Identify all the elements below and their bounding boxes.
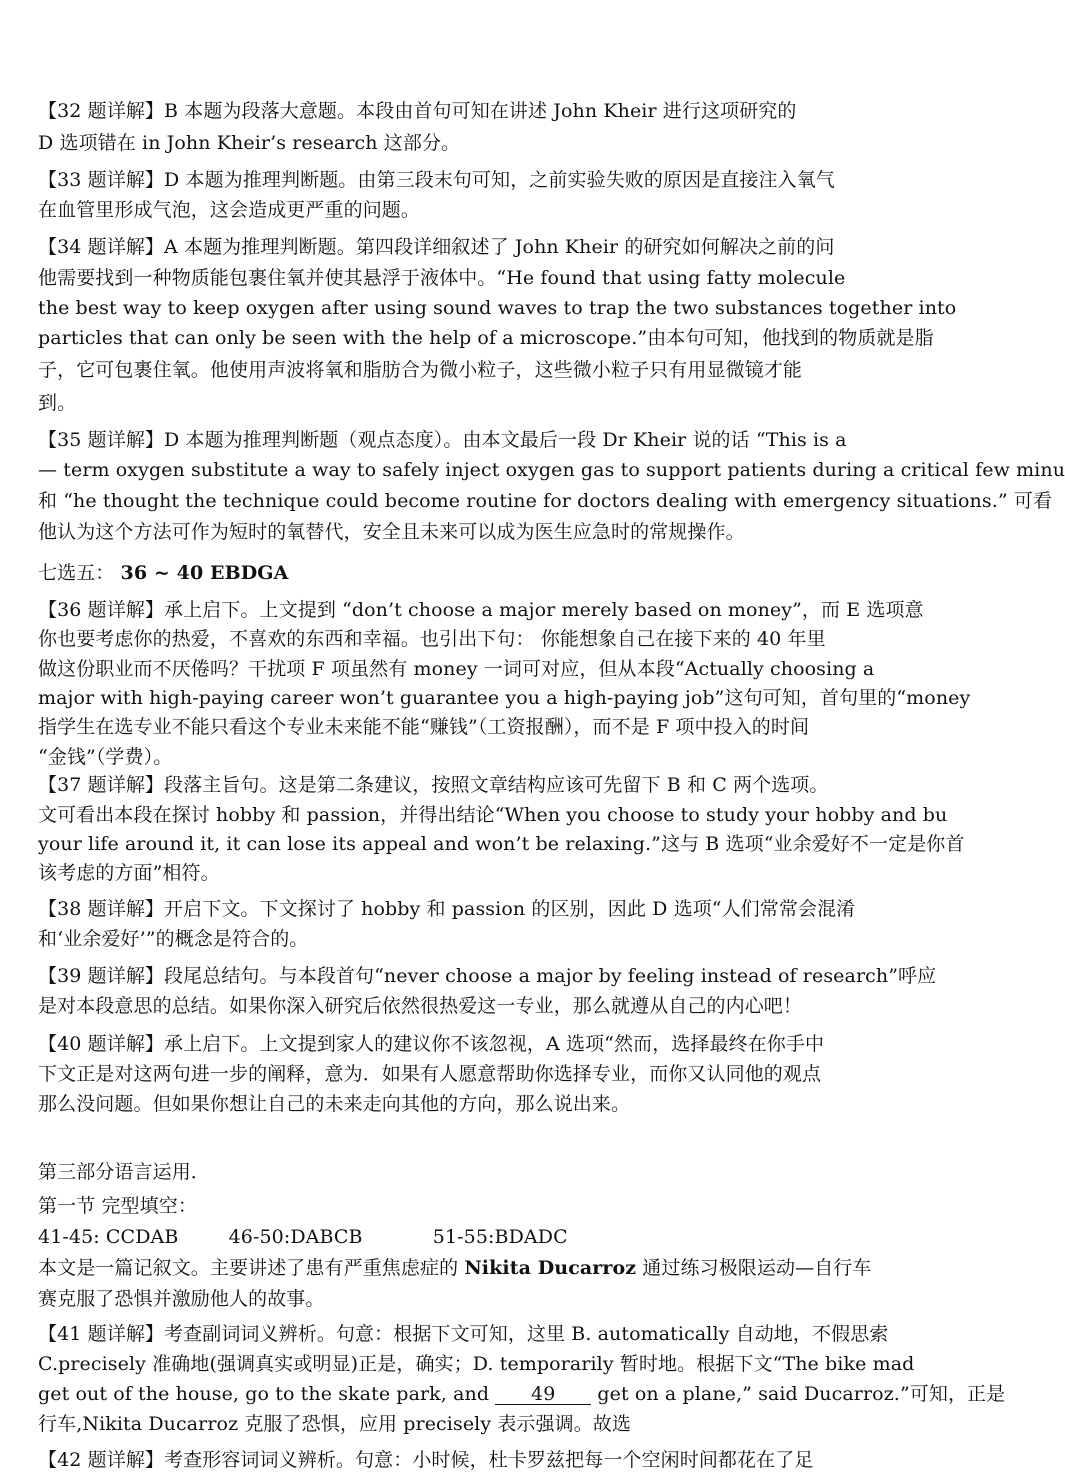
summary-prefix: 本文是一篇记叙文。主要讲述了患有严重焦虑症的 — [38, 1257, 459, 1279]
text-line: 【42 题详解】考查形容词词义辨析。句意：小时候，杜卡罗兹把每一个空闲时间都花在了足 — [38, 1449, 814, 1471]
text-line: 赛克服了恐惧并激励他人的故事。 — [38, 1288, 325, 1310]
answer-group-41-45: 41-45: CCDAB — [38, 1226, 179, 1248]
subsection-heading: 第一节 完型填空： — [38, 1195, 197, 1217]
text-line: 该考虑的方面”相符。 — [38, 862, 220, 884]
text-line: 做这份职业而不厌倦吗？干扰项 F 项虽然有 money 一词可对应，但从本段“Actually choosing a — [38, 658, 875, 680]
text-line: 和 “he thought the technique could become routine for doctors dealing with emergency situations.” 可看 — [38, 490, 1053, 512]
text-line: your life around it, it can lose its appeal and won’t be relaxing.”这与 B 选项“业余爱好不一定是你首 — [38, 833, 965, 855]
text-line: 【34 题详解】A 本题为推理判断题。第四段详细叙述了 John Kheir 的研究如何解决之前的问 — [38, 236, 835, 258]
text-line: “金钱”（学费）。 — [38, 746, 173, 768]
part-heading: 第三部分语言运用． — [38, 1161, 210, 1183]
quote-before: get out of the house, go to the skate park, and — [38, 1383, 496, 1405]
section-heading-prefix: 七选五： — [38, 562, 115, 584]
text-line: 子，它可包裹住氧。他使用声波将氧和脂肪合为微小粒子，这些微小粒子只有用显微镜才能 — [38, 359, 803, 381]
text-line: 【40 题详解】承上启下。上文提到家人的建议你不该忽视，A 选项“然而，选择最终在你手中 — [38, 1033, 825, 1055]
answer-group-51-55: 51-55:BDADC — [432, 1226, 568, 1248]
summary-suffix: 通过练习极限运动—自行车 — [636, 1257, 872, 1279]
text-line: 你也要考虑你的热爱，不喜欢的东西和幸福。也引出下句： 你能想象自己在接下来的 40 年里 — [38, 628, 826, 650]
text-line: 【32 题详解】B 本题为段落大意题。本段由首句可知在讲述 John Kheir 进行这项研究的 — [38, 100, 797, 122]
text-line: the best way to keep oxygen after using sound waves to trap the two substances together into — [38, 297, 957, 319]
text-line: 文可看出本段在探讨 hobby 和 passion，并得出结论“When you choose to study your hobby and bu — [38, 804, 948, 826]
text-line: major with high-paying career won’t guarantee you a high-paying job”这句可知，首句里的“money — [38, 687, 971, 709]
text-line: 【33 题详解】D 本题为推理判断题。由第三段末句可知，之前实验失败的原因是直接注入氧气 — [38, 169, 835, 191]
text-line: 他需要找到一种物质能包裹住氧并使其悬浮于液体中。“He found that using fatty molecule — [38, 267, 846, 289]
summary-line — [38, 1256, 872, 1280]
text-line: 和‘业余爱好’”的概念是符合的。 — [38, 928, 309, 950]
summary-name: Nikita Ducarroz — [464, 1257, 637, 1279]
section-heading — [38, 561, 288, 585]
text-line: particles that can only be seen with the help of a microscope.”由本句可知，他找到的物质就是脂 — [38, 327, 934, 349]
section-heading-answers: 36 ~ 40 EBDGA — [120, 562, 289, 584]
text-line: 是对本段意思的总结。如果你深入研究后依然很热爱这一专业，那么就遵从自己的内心吧！ — [38, 995, 803, 1017]
text-line: 他认为这个方法可作为短时的氧替代，安全且未来可以成为医生应急时的常规操作。 — [38, 521, 745, 543]
text-line: 【36 题详解】承上启下。上文提到 “don’t choose a major merely based on money”，而 E 选项意 — [38, 599, 924, 621]
text-line: C.precisely 准确地(强调真实或明显)正是，确实；D. temporarily 暂时地。根据下文“The bike mad — [38, 1353, 915, 1375]
text-line: 行车,Nikita Ducarroz 克服了恐惧，应用 precisely 表示强调。故选 — [38, 1413, 632, 1435]
text-line: 【38 题详解】开启下文。下文探讨了 hobby 和 passion 的区别，因此 D 选项“人们常常会混淆 — [38, 898, 856, 920]
answer-group-46-50: 46-50:DABCB — [228, 1226, 363, 1248]
text-line: 到。 — [38, 392, 77, 414]
text-line: 在血管里形成气泡，这会造成更严重的问题。 — [38, 199, 421, 221]
text-line: D 选项错在 in John Kheir’s research 这部分。 — [38, 132, 461, 154]
quote-after: get on a plane,” said Ducarroz.”可知，正是 — [591, 1383, 1006, 1405]
text-line: 【39 题详解】段尾总结句。与本段首句“never choose a major by feeling instead of research”呼应 — [38, 965, 937, 987]
text-line: 【37 题详解】段落主旨句。这是第二条建议，按照文章结构应该可先留下 B 和 C 两个选项。 — [38, 774, 829, 796]
cloze-answers — [38, 1225, 568, 1249]
text-line: — term oxygen substitute a way to safely inject oxygen gas to support patients during a critical few minu — [38, 459, 1065, 481]
answer-blank: 49 — [495, 1384, 591, 1405]
text-line: 【41 题详解】考查副词词义辨析。句意：根据下文可知，这里 B. automatically 自动地，不假思索 — [38, 1323, 889, 1345]
text-line: 指学生在选专业不能只看这个专业未来能不能“赚钱”（工资报酬），而不是 F 项中投入的时间 — [38, 716, 810, 738]
text-line: 【35 题详解】D 本题为推理判断题（观点态度）。由本文最后一段 Dr Kheir 说的话 “This is a — [38, 429, 847, 451]
quote-line — [38, 1382, 1005, 1406]
text-line: 下文正是对这两句进一步的阐释，意为．如果有人愿意帮助你选择专业，而你又认同他的观点 — [38, 1063, 822, 1085]
text-line: 那么没问题。但如果你想让自己的未来走向其他的方向，那么说出来。 — [38, 1093, 631, 1115]
